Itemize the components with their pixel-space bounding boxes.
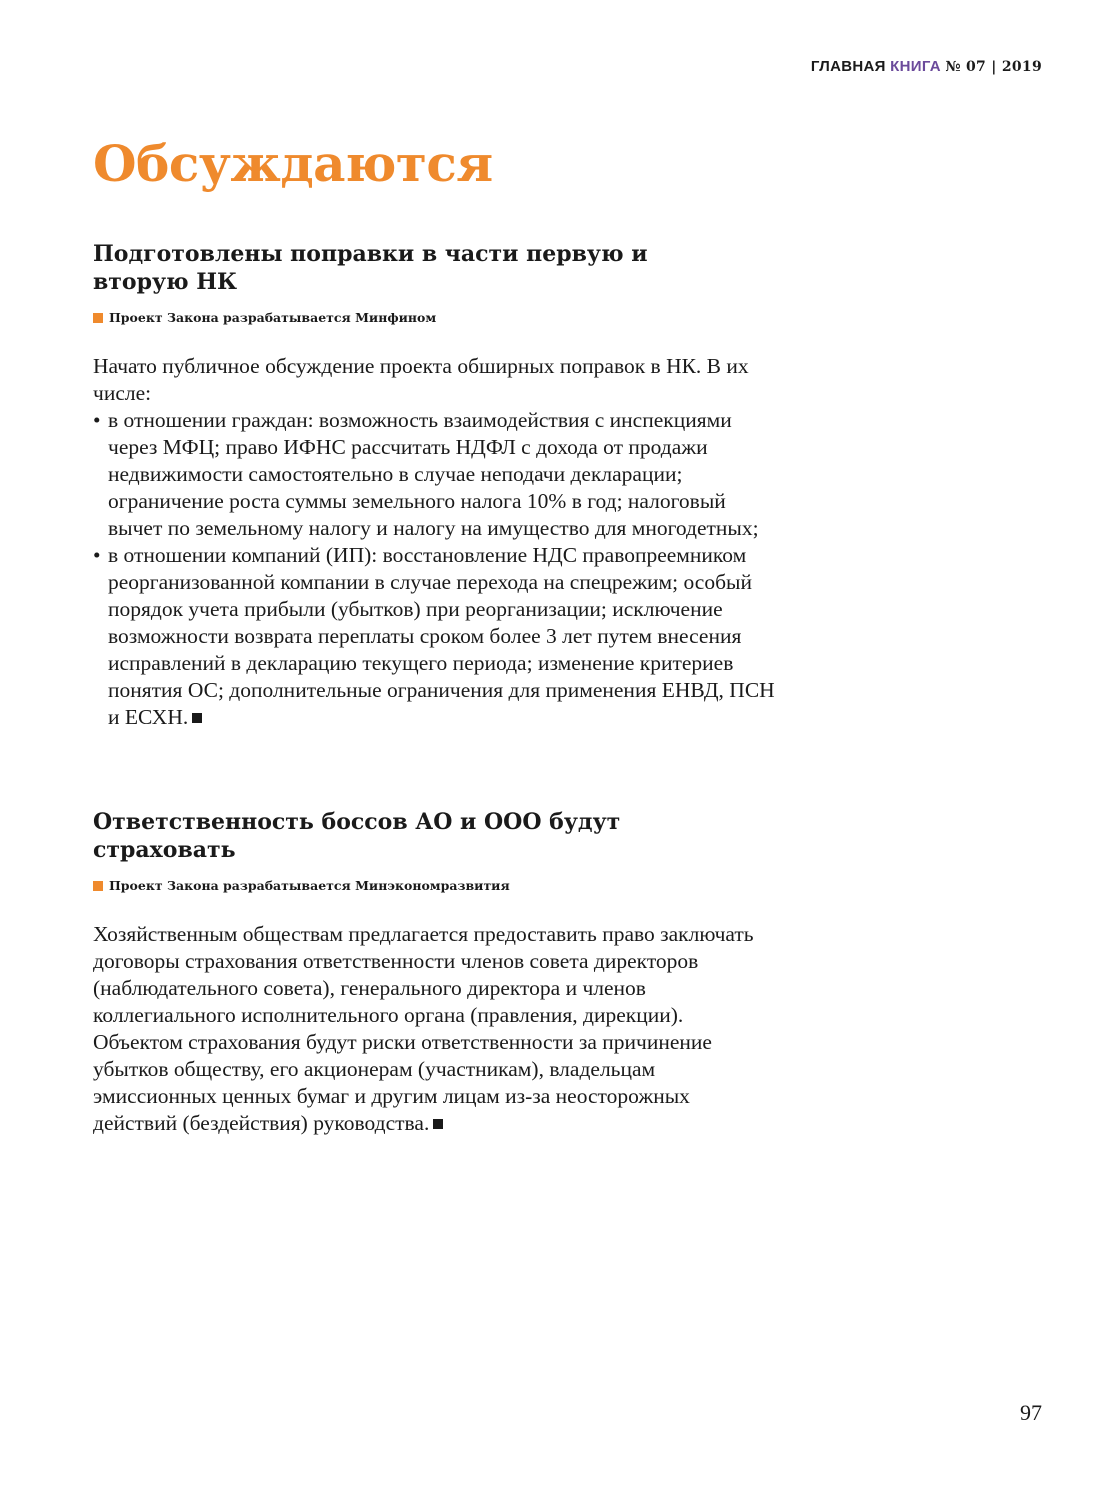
orange-square-icon: [93, 881, 103, 891]
article-intro: Начато публичное обсуждение проекта обширных поправок в НК. В их числе:: [93, 354, 749, 405]
end-of-article-icon: [192, 713, 202, 723]
brand-name: ГЛАВНАЯ: [810, 58, 886, 75]
article-title: Подготовлены поправки в части первую и вторую НК: [93, 241, 648, 295]
bullet-icon: •: [93, 543, 101, 567]
list-item-text: в отношении компаний (ИП): восстановление НДС правопреемником реорганизованной компании в случае перехода на спецрежим; особый порядок учета прибыли (убытков) при реорганизации; исключение возможности возврата переплаты сроком более 3 лет путем внесения исправлений в декларацию текущего периода; изменение критериев понятия ОС; дополнительные ограничения для применения ЕНВД, ПСН и ЕСХН.: [108, 543, 775, 729]
article-source: [93, 310, 783, 325]
list-item: [93, 542, 783, 731]
issue-number: № 07 | 2019: [945, 59, 1042, 75]
list-item-text: в отношении граждан: возможность взаимодействия с инспекциями через МФЦ; право ИФНС рассчитать НДФЛ с дохода от продажи недвижимости самостоятельно в случае неподачи декларации; ограничение роста суммы земельного налога 10% в год; налоговый вычет по земельному налогу и налогу на имущество для многодетных;: [108, 408, 759, 540]
article-body: [93, 353, 783, 731]
running-header: [811, 58, 1042, 75]
bullet-icon: •: [93, 408, 101, 432]
orange-square-icon: [93, 313, 103, 323]
article-source-text: Проект Закона разрабатывается Минэкономразвития: [109, 878, 510, 893]
article-tax-code-amendments: [93, 240, 783, 731]
brand-name-accent: КНИГА: [890, 58, 941, 75]
article-source: [93, 878, 763, 893]
section-title: Обсуждаются: [93, 134, 493, 193]
article-body: [93, 921, 763, 1137]
article-paragraph-text: Хозяйственным обществам предлагается предоставить право заключать договоры страхования ответственности членов совета директоров (наблюдательного совета), генерального директора и членов коллегиального исполнительного органа (правления, дирекции). Объектом страхования будут риски ответственности за причинение убытков обществу, его акционерам (участникам), владельцам эмиссионных ценных бумаг и другим лицам из-за неосторожных действий (бездействия) руководства.: [93, 922, 754, 1135]
bullet-list: [93, 407, 783, 731]
list-item: [93, 407, 783, 542]
page-number: 97: [1020, 1400, 1042, 1425]
article-director-liability-insurance: [93, 808, 763, 1137]
article-title: Ответственность боссов АО и ООО будут страховать: [93, 809, 621, 863]
end-of-article-icon: [433, 1119, 443, 1129]
article-paragraph: [93, 921, 763, 1137]
article-source-text: Проект Закона разрабатывается Минфином: [109, 310, 437, 325]
